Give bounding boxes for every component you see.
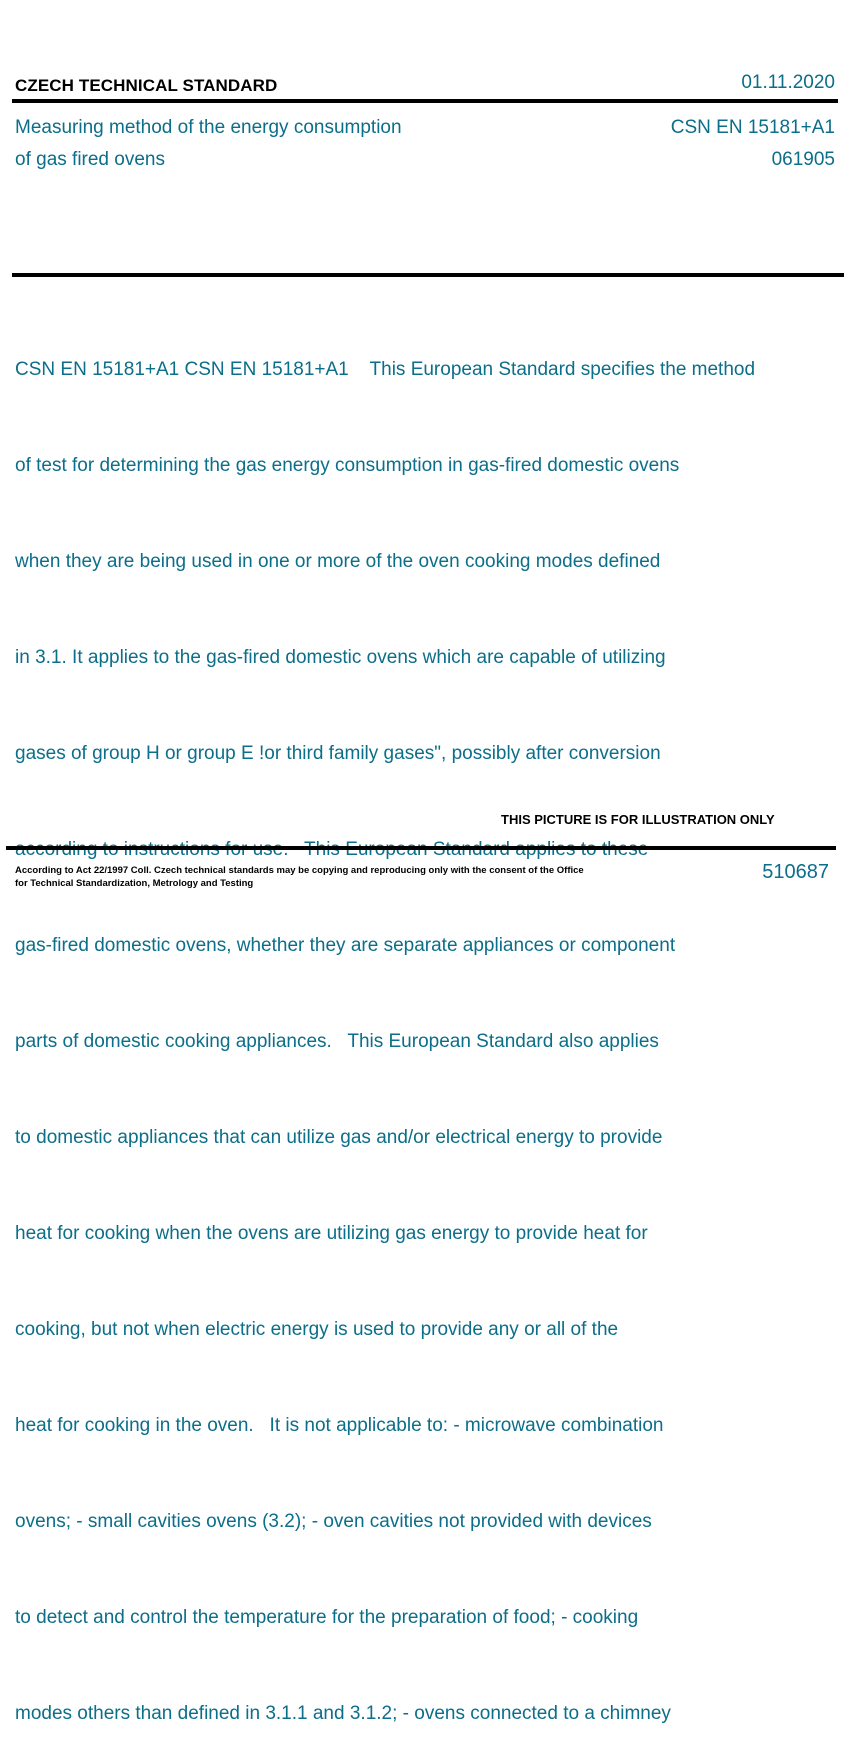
- document-title-line-1: Measuring method of the energy consumption: [15, 117, 402, 138]
- illustration-disclaimer: THIS PICTURE IS FOR ILLUSTRATION ONLY: [501, 812, 775, 827]
- document-title-line-2: of gas fired ovens: [15, 149, 165, 170]
- document-category-label: CZECH TECHNICAL STANDARD: [15, 76, 278, 95]
- abstract-line: gases of group H or group E !or third family gases", possibly after conversion: [15, 743, 661, 764]
- copyright-line: for Technical Standardization, Metrology and Testing: [15, 877, 254, 889]
- abstract-line: heat for cooking when the ovens are utilizing gas energy to provide heat for: [15, 1223, 648, 1244]
- abstract-text: [15, 290, 865, 1762]
- standard-code: CSN EN 15181+A1: [670, 117, 835, 138]
- classification-code: 061905: [771, 149, 835, 170]
- abstract-line: CSN EN 15181+A1 CSN EN 15181+A1 This European Standard specifies the method: [15, 359, 756, 380]
- catalog-number: 510687: [762, 861, 829, 883]
- abstract-line: modes others than defined in 3.1.1 and 3.1.2; - ovens connected to a chimney: [15, 1703, 671, 1724]
- abstract-line: parts of domestic cooking appliances. This European Standard also applies: [15, 1031, 659, 1052]
- abstract-line: cooking, but not when electric energy is used to provide any or all of the: [15, 1319, 619, 1340]
- abstract-line: to domestic appliances that can utilize gas and/or electrical energy to provide: [15, 1127, 663, 1148]
- abstract-line: gas-fired domestic ovens, whether they are separate appliances or component: [15, 935, 676, 956]
- abstract-line: of test for determining the gas energy consumption in gas-fired domestic ovens: [15, 455, 680, 476]
- copyright-notice: [15, 865, 615, 890]
- abstract-line: when they are being used in one or more of the oven cooking modes defined: [15, 551, 661, 572]
- footer-divider: [6, 846, 836, 850]
- abstract-line: [15, 834, 865, 866]
- publication-date: 01.11.2020: [741, 72, 835, 93]
- abstract-line: to detect and control the temperature for the preparation of food; - cooking: [15, 1607, 639, 1628]
- title-divider: [12, 273, 844, 277]
- copyright-line: According to Act 22/1997 Coll. Czech technical standards may be copying and reproducing only with the consent of the Office: [15, 865, 584, 876]
- header-divider: [12, 99, 838, 103]
- abstract-line: in 3.1. It applies to the gas-fired domestic ovens which are capable of utilizing: [15, 647, 666, 668]
- abstract-line: heat for cooking in the oven. It is not applicable to: - microwave combination: [15, 1415, 664, 1436]
- abstract-line: ovens; - small cavities ovens (3.2); - oven cavities not provided with devices: [15, 1511, 652, 1532]
